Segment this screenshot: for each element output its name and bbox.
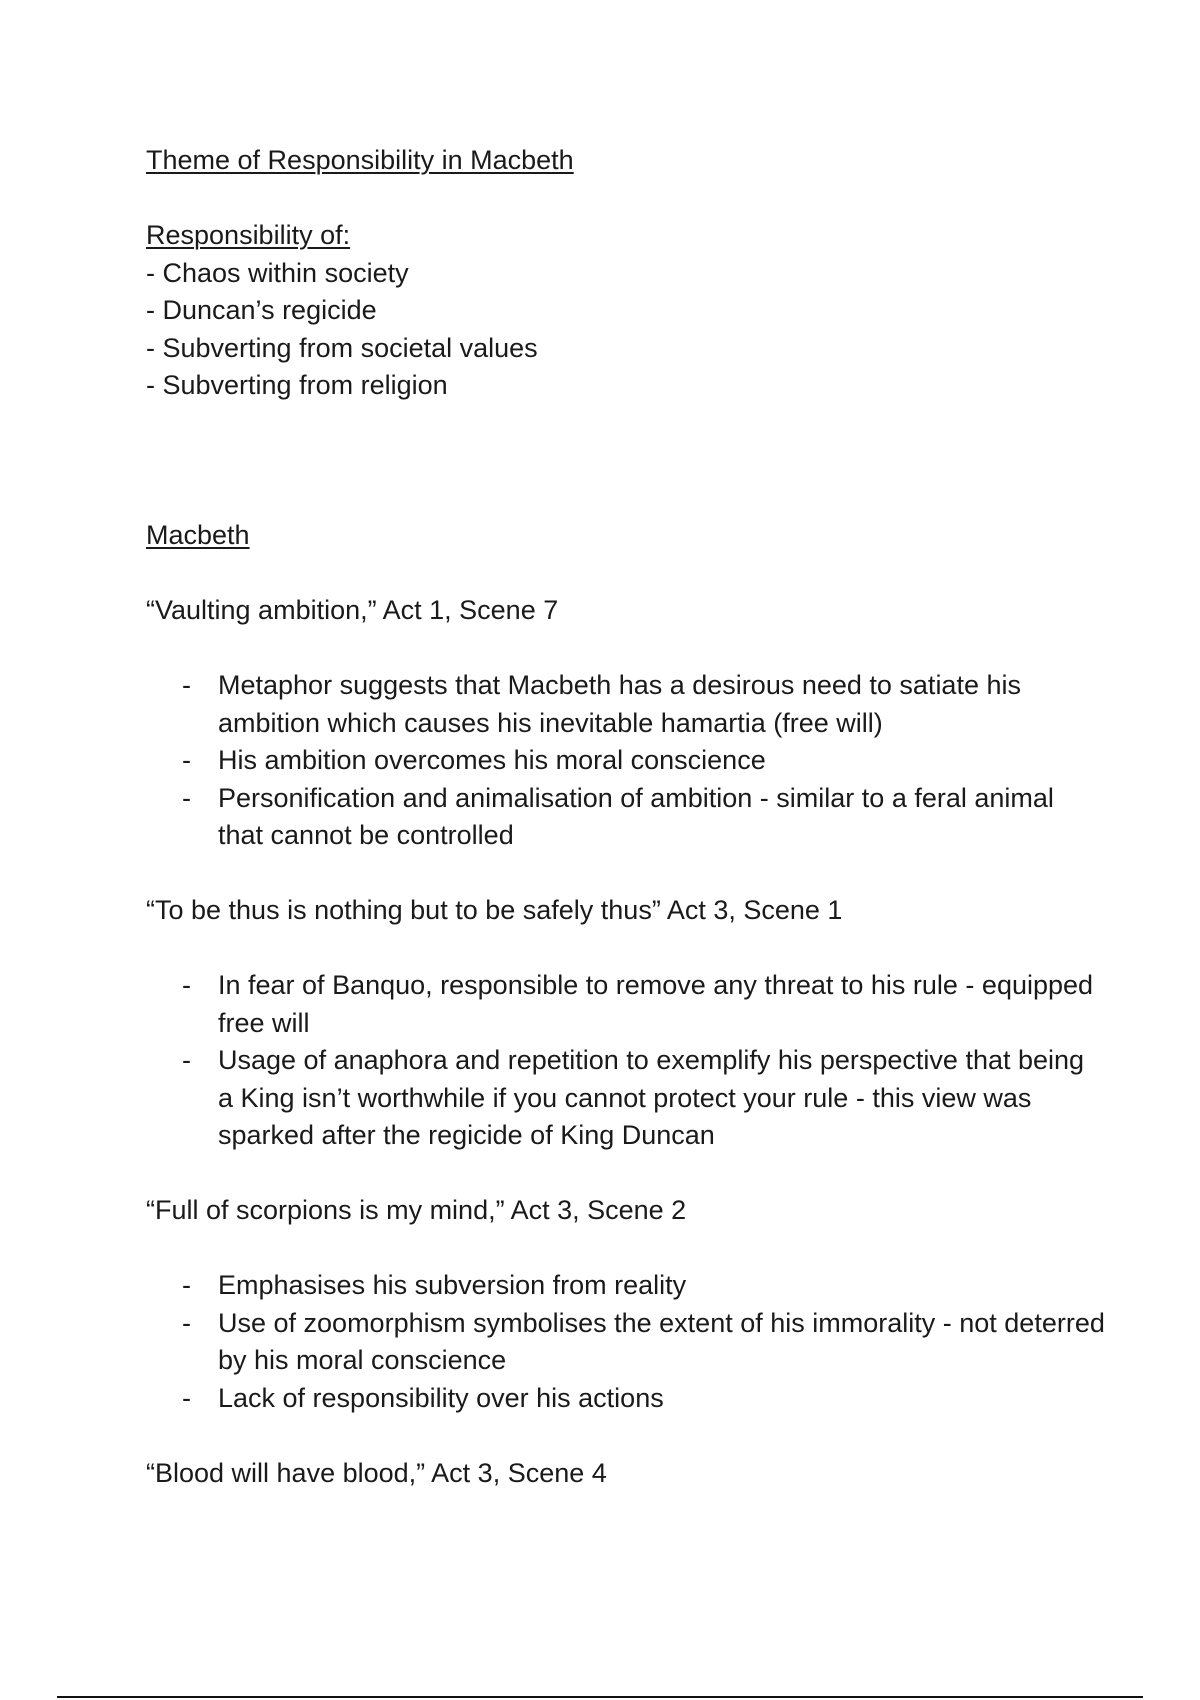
document-page: [146, 142, 1106, 1492]
note-text: Personification and animalisation of ambition - similar to a feral animal that cannot be controlled: [218, 782, 1054, 850]
quote-2: “To be thus is nothing but to be safely thus” Act 3, Scene 1: [146, 895, 843, 925]
section-heading-macbeth: Macbeth: [146, 520, 250, 550]
note-text: Lack of responsibility over his actions: [218, 1382, 664, 1413]
note-text: His ambition overcomes his moral conscience: [218, 745, 766, 775]
dash-bullet: -: [182, 782, 191, 813]
note-item: [146, 967, 1106, 1042]
dash-bullet: -: [182, 745, 191, 775]
note-text: Use of zoomorphism symbolises the extent of his immorality - not deterred by his moral conscience: [218, 1307, 1105, 1375]
note-text: Usage of anaphora and repetition to exemplify his perspective that being a King isn’t worthwhile if you cannot protect your rule - this view was sparked after the regicide of King Duncan: [218, 1045, 1085, 1150]
quote-1-notes: [146, 667, 1106, 855]
quote-1: “Vaulting ambition,” Act 1, Scene 7: [146, 595, 559, 625]
list-item: - Subverting from societal values: [146, 332, 538, 363]
note-text: In fear of Banquo, responsible to remove any threat to his rule - equipped free will: [218, 970, 1094, 1038]
note-item: [146, 780, 1106, 855]
quote-3-notes: [146, 1267, 1106, 1417]
document-title: Theme of Responsibility in Macbeth: [146, 145, 574, 175]
quote-2-notes: [146, 967, 1106, 1155]
list-item: - Duncan’s regicide: [146, 295, 377, 325]
note-item: [146, 1380, 1106, 1418]
dash-bullet: -: [182, 970, 191, 1000]
note-item: [146, 667, 1106, 742]
note-text: Emphasises his subversion from reality: [218, 1270, 687, 1300]
dash-bullet: -: [182, 1307, 191, 1338]
dash-bullet: -: [182, 1270, 191, 1300]
note-item: [146, 1267, 1106, 1305]
spacer: [146, 180, 1106, 218]
quote-4: “Blood will have blood,” Act 3, Scene 4: [146, 1457, 607, 1488]
dash-bullet: -: [182, 670, 191, 700]
quote-3: “Full of scorpions is my mind,” Act 3, Scene 2: [146, 1195, 687, 1225]
responsibility-heading: Responsibility of:: [146, 220, 351, 250]
list-item: - Subverting from religion: [146, 370, 448, 400]
page-bottom-rule: [57, 1696, 1143, 1698]
dash-bullet: -: [182, 1382, 191, 1413]
note-item: [146, 1305, 1106, 1380]
list-item: - Chaos within society: [146, 257, 409, 288]
note-item: [146, 742, 1106, 780]
dash-bullet: -: [182, 1045, 191, 1075]
note-item: [146, 1042, 1106, 1155]
responsibility-list: [146, 255, 1106, 405]
note-text: Metaphor suggests that Macbeth has a desirous need to satiate his ambition which causes his inevitable hamartia (free will): [218, 670, 1021, 738]
